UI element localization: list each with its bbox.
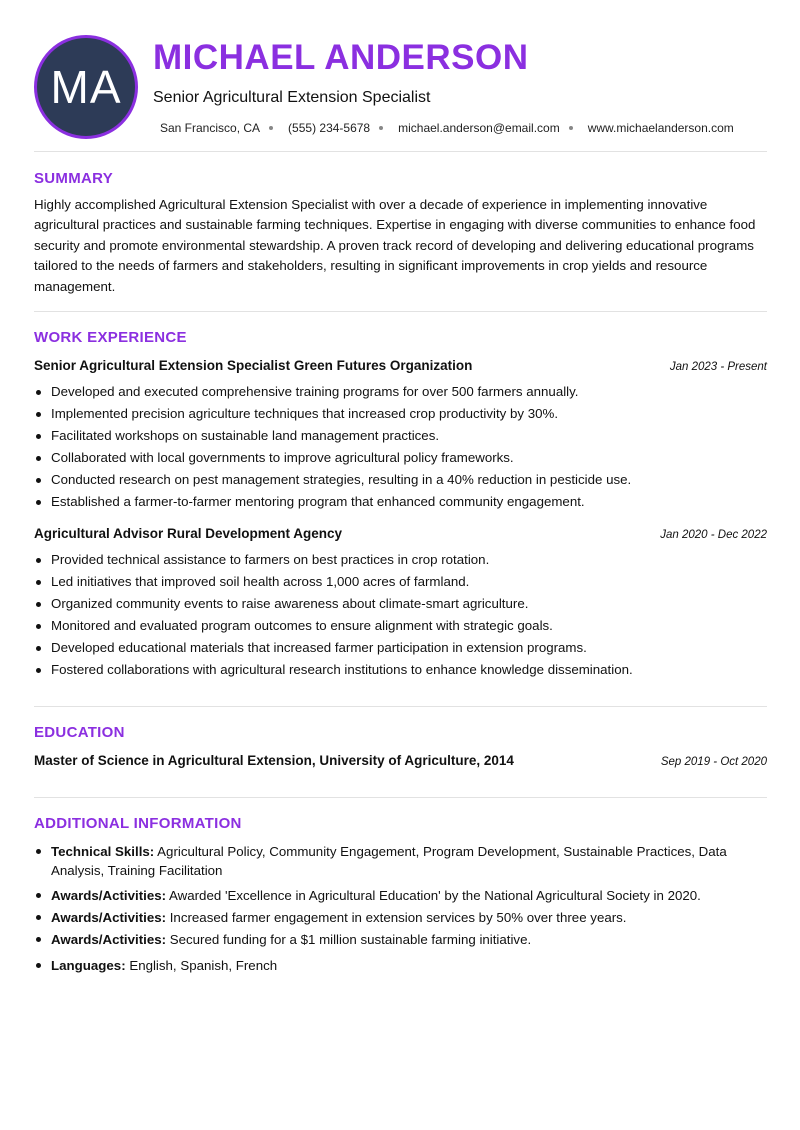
additional-item — [34, 908, 767, 927]
job-bullet: Implemented precision agriculture techniques that increased crop productivity by 30%. — [34, 403, 767, 425]
additional-item — [34, 842, 767, 880]
job-bullet: Developed educational materials that increased farmer participation in extension programs. — [34, 637, 767, 659]
job-bullet: Led initiatives that improved soil health across 1,000 acres of farmland. — [34, 571, 767, 593]
education-degree: Master of Science in Agricultural Extension, University of Agriculture, 2014 — [34, 753, 514, 768]
divider — [34, 151, 767, 152]
additional-item — [34, 956, 767, 975]
divider — [34, 797, 767, 798]
summary-text: Highly accomplished Agricultural Extension Specialist with over a decade of experience in implementing innovative agricultural practices and sustainable farming techniques. Expertise in engaging with diverse communities to enhance food security and promote environmental stewardship. A proven track record of developing and delivering educational programs tailored to the needs of farmers and stakeholders, resulting in significant improvements in crop yields and resource management. — [34, 197, 756, 294]
job-bullet: Fostered collaborations with agricultural research institutions to enhance knowledge dissemination. — [34, 659, 767, 681]
job-bullet: Monitored and evaluated program outcomes to ensure alignment with strategic goals. — [34, 615, 767, 637]
additional-item-text: Agricultural Policy, Community Engagement, Program Development, Sustainable Practices, Data Analysis, Training Facilitation — [51, 844, 727, 878]
contact-website[interactable]: www.michaelanderson.com — [587, 121, 734, 135]
job-header — [34, 358, 767, 373]
divider — [34, 311, 767, 312]
job-bullet: Collaborated with local governments to improve agricultural policy frameworks. — [34, 447, 767, 469]
job-bullet: Provided technical assistance to farmers on best practices in crop rotation. — [34, 549, 767, 571]
job-bullet: Facilitated workshops on sustainable land management practices. — [34, 425, 767, 447]
education-dates: Sep 2019 - Oct 2020 — [660, 756, 767, 768]
additional-item-text: Secured funding for a $1 million sustainable farming initiative. — [166, 932, 532, 947]
additional-item-label: Awards/Activities: — [51, 932, 167, 947]
contact-location: San Francisco, CA — [160, 121, 261, 135]
job-title: Agricultural Advisor Rural Development Agency — [34, 526, 343, 541]
additional-item — [34, 930, 767, 949]
job-dates: Jan 2020 - Dec 2022 — [660, 529, 767, 541]
candidate-title: Senior Agricultural Extension Specialist — [153, 89, 431, 106]
additional-item-label: Awards/Activities: — [51, 910, 167, 925]
additional-item-text: Awarded 'Excellence in Agricultural Education' by the National Agricultural Society in 2020. — [166, 888, 701, 903]
contact-phone: (555) 234-5678 — [288, 121, 371, 135]
separator-dot-icon — [269, 126, 273, 130]
additional-item-label: Awards/Activities: — [51, 888, 167, 903]
separator-dot-icon — [379, 126, 383, 130]
separator-dot-icon — [569, 126, 573, 130]
additional-item — [34, 886, 767, 905]
education-entry — [34, 753, 767, 768]
job-dates: Jan 2023 - Present — [669, 361, 767, 373]
job-bullets — [34, 381, 767, 513]
avatar — [34, 35, 138, 139]
avatar-initials: MA — [50, 61, 122, 113]
work-experience-heading: WORK EXPERIENCE — [34, 329, 187, 346]
job-bullets — [34, 549, 767, 681]
additional-info-heading: ADDITIONAL INFORMATION — [34, 815, 242, 832]
education-heading: EDUCATION — [34, 724, 125, 741]
candidate-name: MICHAEL ANDERSON — [153, 38, 529, 77]
job-bullet: Established a farmer-to-farmer mentoring program that enhanced community engagement. — [34, 491, 767, 513]
contact-line — [160, 121, 734, 135]
contact-email[interactable]: michael.anderson@email.com — [398, 121, 560, 135]
job-header — [34, 526, 767, 541]
summary-heading: SUMMARY — [34, 170, 114, 187]
job-title: Senior Agricultural Extension Specialist Green Futures Organization — [34, 358, 473, 373]
job-bullet: Conducted research on pest management strategies, resulting in a 40% reduction in pesticide use. — [34, 469, 767, 491]
additional-item-text: English, Spanish, French — [125, 958, 278, 973]
divider — [34, 706, 767, 707]
additional-info-list — [34, 842, 767, 975]
job-bullet: Organized community events to raise awareness about climate-smart agriculture. — [34, 593, 767, 615]
job-bullet: Developed and executed comprehensive training programs for over 500 farmers annually. — [34, 381, 767, 403]
additional-item-label: Languages: — [51, 958, 126, 973]
additional-item-label: Technical Skills: — [51, 844, 155, 859]
additional-item-text: Increased farmer engagement in extension services by 50% over three years. — [166, 910, 627, 925]
